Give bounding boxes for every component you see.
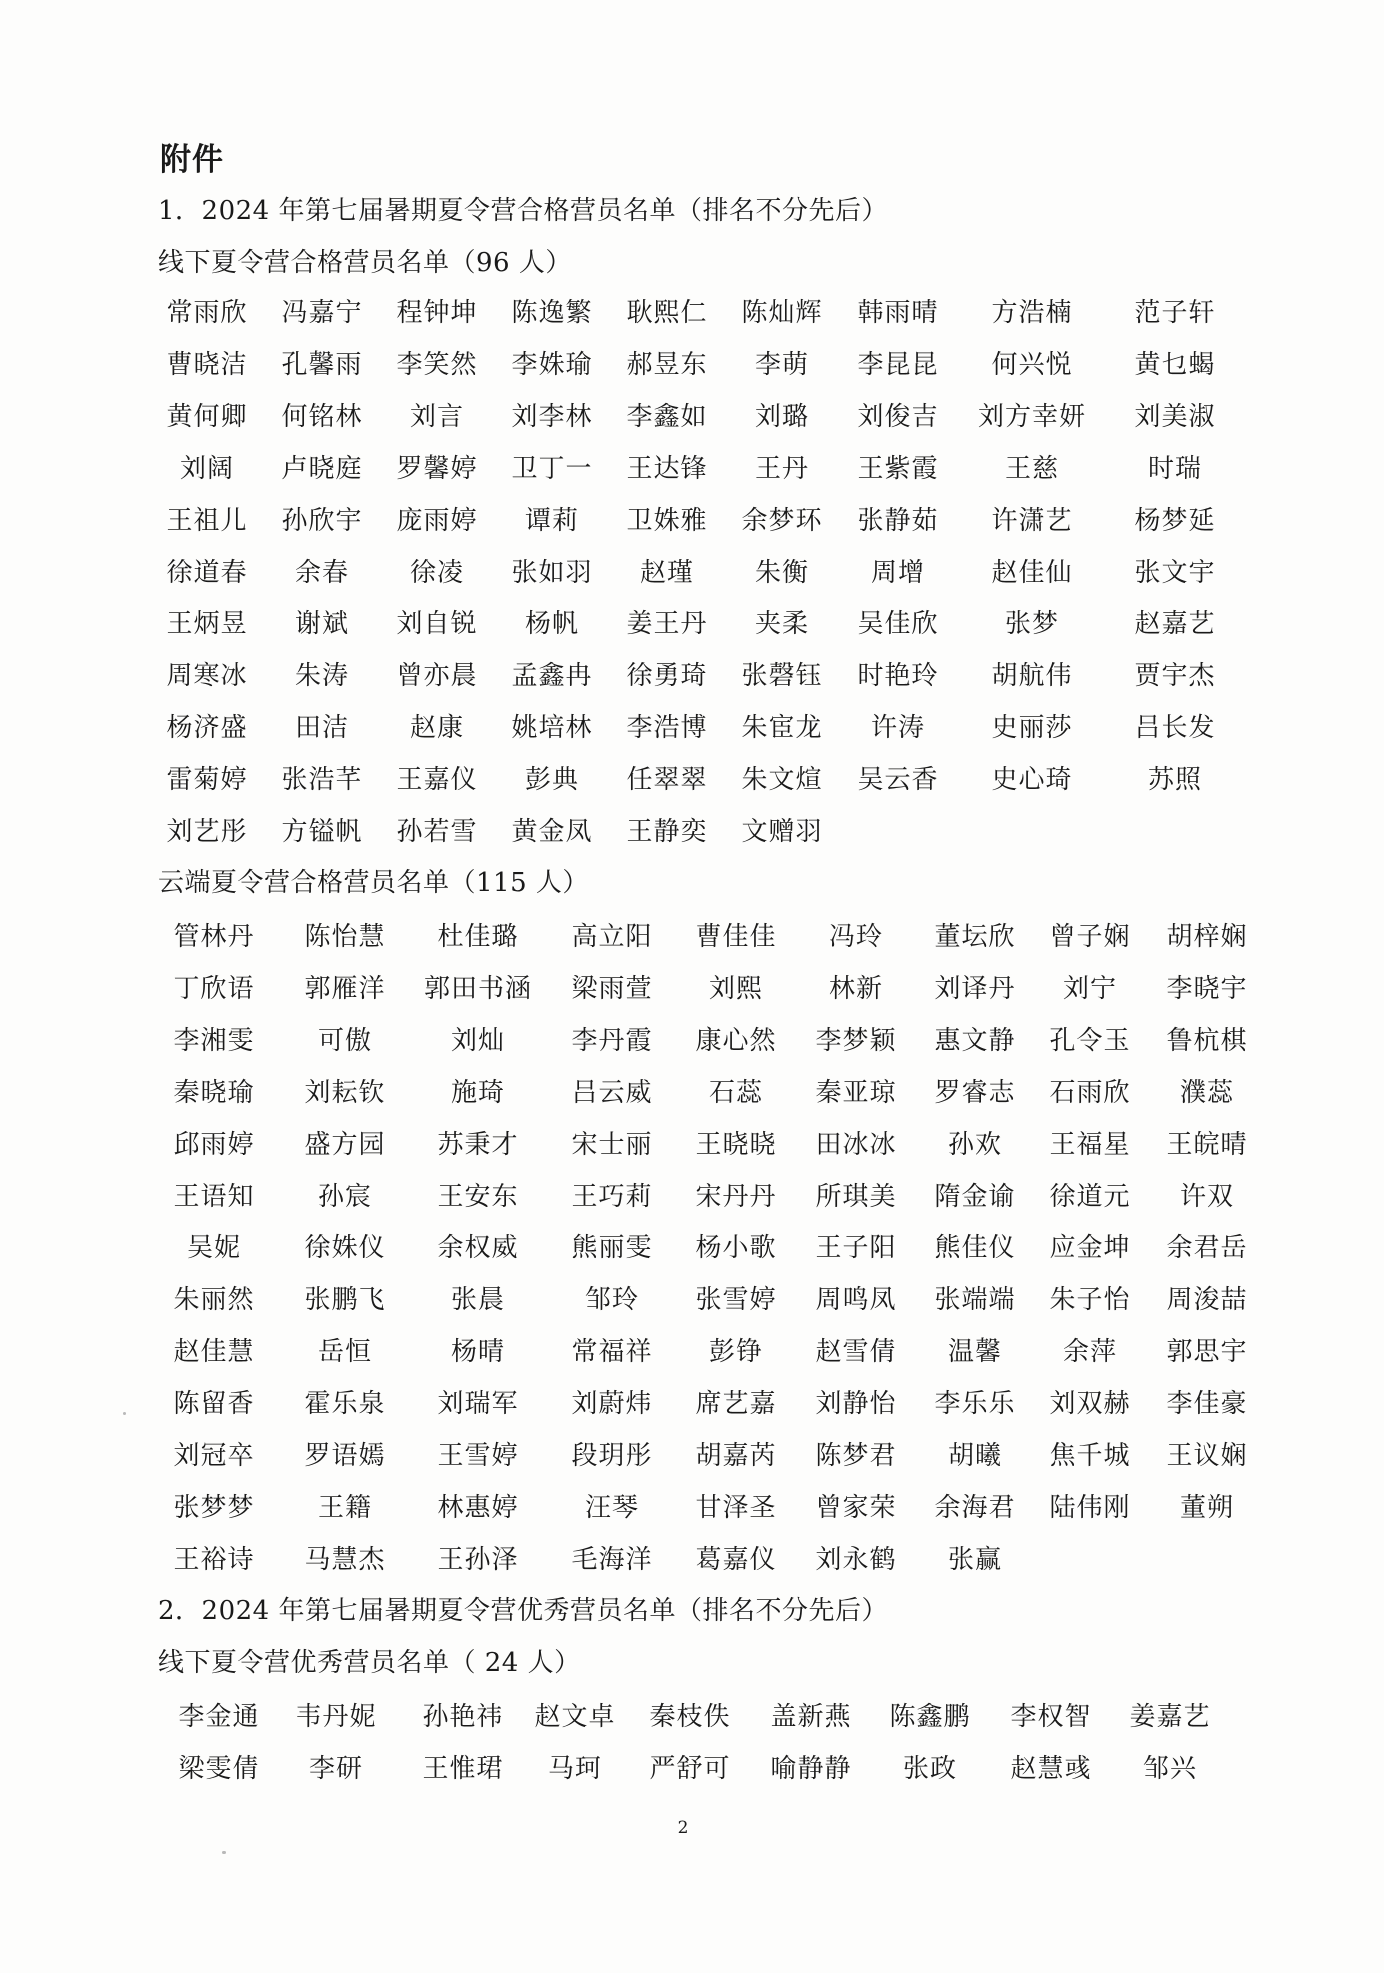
person-name: 李姝瑜 [511, 349, 593, 380]
person-name: 刘宁 [1062, 973, 1118, 1004]
person-name: 所琪美 [815, 1181, 897, 1212]
person-name: 赵嘉艺 [1134, 609, 1216, 640]
person-name: 石蕊 [708, 1077, 764, 1108]
section-2-heading: 2．2024 年第七届暑期夏令营优秀营员名单（排名不分先后） [158, 1596, 888, 1626]
person-name: 张浩芊 [281, 765, 363, 796]
attachment-title: 附件 [160, 142, 224, 178]
person-name: 刘译丹 [934, 973, 1016, 1004]
person-name: 刘李林 [511, 401, 593, 432]
person-name: 张晨 [450, 1285, 506, 1316]
person-name: 惠文静 [934, 1025, 1016, 1056]
person-name: 管林丹 [173, 922, 255, 952]
person-name: 姚培林 [511, 713, 593, 744]
person-name: 王惟珺 [422, 1753, 504, 1784]
person-name: 田洁 [294, 713, 350, 744]
person-name: 赵文卓 [534, 1702, 616, 1732]
person-name: 应金坤 [1049, 1233, 1131, 1264]
person-name: 周寒冰 [166, 661, 248, 692]
person-name: 冯玲 [828, 922, 884, 952]
person-name: 王孙泽 [437, 1544, 519, 1575]
person-name: 陈灿辉 [741, 298, 823, 328]
person-name: 曾家荣 [815, 1492, 897, 1523]
person-name: 康心然 [695, 1025, 777, 1056]
person-name: 杨晴 [450, 1337, 506, 1368]
person-name: 马慧杰 [304, 1544, 386, 1575]
online-qualified-heading: 云端夏令营合格营员名单（115 人） [158, 868, 589, 898]
person-name: 韩雨晴 [857, 298, 939, 328]
person-name: 王丹 [754, 453, 810, 484]
person-name: 石雨欣 [1049, 1077, 1131, 1108]
person-name: 夹柔 [754, 609, 810, 640]
person-name: 李萌 [754, 349, 810, 380]
person-name: 罗语嫣 [304, 1441, 386, 1471]
person-name: 刘瑞军 [437, 1389, 519, 1420]
person-name: 赵佳慧 [173, 1337, 255, 1368]
person-name: 史心琦 [991, 765, 1073, 796]
person-name: 赵瑾 [639, 557, 695, 588]
person-name: 胡曦 [947, 1441, 1003, 1471]
person-name: 徐道春 [166, 557, 248, 588]
person-name: 冯嘉宁 [281, 298, 363, 328]
scan-speck [222, 1851, 226, 1854]
person-name: 杨帆 [524, 609, 580, 640]
person-name: 刘静怡 [815, 1389, 897, 1420]
person-name: 朱丽然 [173, 1285, 255, 1316]
person-name: 张文宇 [1134, 557, 1216, 588]
person-name: 陈逸繁 [511, 298, 593, 328]
person-name: 雷菊婷 [166, 765, 248, 796]
person-name: 李丹霞 [571, 1025, 653, 1056]
person-name: 李权智 [1010, 1702, 1092, 1732]
person-name: 罗睿志 [934, 1077, 1016, 1108]
person-name: 张静茹 [857, 505, 939, 536]
person-name: 李昆昆 [857, 349, 939, 380]
person-name: 甘泽圣 [695, 1492, 777, 1523]
person-name: 陈梦君 [815, 1441, 897, 1471]
person-name: 朱子怡 [1049, 1285, 1131, 1316]
person-name: 李梦颖 [815, 1025, 897, 1056]
person-name: 董坛欣 [934, 922, 1016, 952]
person-name: 陈怡慧 [304, 922, 386, 952]
person-name: 刘俊吉 [857, 401, 939, 432]
person-name: 焦千城 [1049, 1441, 1131, 1471]
person-name: 黄何卿 [166, 401, 248, 432]
person-name: 李鑫如 [626, 401, 708, 432]
person-name: 秦晓瑜 [173, 1077, 255, 1108]
person-name: 姜嘉艺 [1129, 1702, 1211, 1732]
scan-speck [123, 1412, 126, 1415]
person-name: 杨小歌 [695, 1233, 777, 1264]
person-name: 余权威 [437, 1233, 519, 1264]
person-name: 孟鑫冉 [511, 661, 593, 692]
person-name: 余海君 [934, 1492, 1016, 1523]
person-name: 郭思宇 [1166, 1337, 1248, 1368]
person-name: 刘双赫 [1049, 1389, 1131, 1420]
person-name: 严舒可 [649, 1753, 731, 1784]
person-name: 鲁杭棋 [1166, 1025, 1248, 1056]
person-name: 谭莉 [524, 505, 580, 536]
person-name: 杨梦延 [1134, 505, 1216, 536]
person-name: 贾宇杰 [1134, 661, 1216, 692]
person-name: 王嘉仪 [396, 765, 478, 796]
person-name: 孙欣宇 [281, 505, 363, 536]
person-name: 黄金凤 [511, 817, 593, 847]
person-name: 刘自锐 [396, 609, 478, 640]
person-name: 胡航伟 [991, 661, 1073, 692]
person-name: 苏照 [1147, 765, 1203, 796]
person-name: 何兴悦 [991, 349, 1073, 380]
person-name: 杨济盛 [166, 713, 248, 744]
person-name: 宋士丽 [571, 1129, 653, 1160]
person-name: 郭田书涵 [423, 973, 533, 1004]
person-name: 许潇艺 [991, 505, 1073, 536]
person-name: 盛方园 [304, 1129, 386, 1160]
person-name: 孙若雪 [396, 817, 478, 847]
person-name: 刘璐 [754, 401, 810, 432]
person-name: 高立阳 [571, 922, 653, 952]
person-name: 田冰冰 [815, 1129, 897, 1160]
person-name: 秦亚琼 [815, 1077, 897, 1108]
person-name: 赵慧彧 [1010, 1753, 1092, 1784]
person-name: 徐姝仪 [304, 1233, 386, 1264]
person-name: 王议娴 [1166, 1441, 1248, 1471]
person-name: 许双 [1179, 1181, 1235, 1212]
person-name: 王祖儿 [166, 505, 248, 536]
person-name: 马珂 [547, 1753, 603, 1784]
offline-excellent-heading: 线下夏令营优秀营员名单（ 24 人） [158, 1648, 581, 1678]
person-name: 吴妮 [186, 1233, 242, 1264]
person-name: 隋金谕 [934, 1181, 1016, 1212]
person-name: 郝昱东 [626, 349, 708, 380]
person-name: 吕云威 [571, 1077, 653, 1108]
person-name: 邹玲 [584, 1285, 640, 1316]
person-name: 梁雯倩 [178, 1753, 260, 1784]
person-name: 庞雨婷 [396, 505, 478, 536]
person-name: 方浩楠 [991, 298, 1073, 328]
person-name: 王炳昱 [166, 609, 248, 640]
person-name: 李佳豪 [1166, 1389, 1248, 1420]
person-name: 王晓晓 [695, 1129, 777, 1160]
person-name: 徐凌 [409, 557, 465, 588]
person-name: 苏秉才 [437, 1129, 519, 1160]
person-name: 徐勇琦 [626, 661, 708, 692]
person-name: 刘灿 [450, 1025, 506, 1056]
person-name: 陈留香 [173, 1389, 255, 1420]
person-name: 席艺嘉 [695, 1389, 777, 1420]
person-name: 王达锋 [626, 453, 708, 484]
person-name: 王籍 [317, 1492, 373, 1523]
person-name: 彭铮 [708, 1337, 764, 1368]
person-name: 李乐乐 [934, 1389, 1016, 1420]
person-name: 张雪婷 [695, 1285, 777, 1316]
person-name: 曾子娴 [1049, 922, 1131, 952]
person-name: 刘蔚炜 [571, 1389, 653, 1420]
person-name: 杜佳璐 [437, 922, 519, 952]
person-name: 岳恒 [317, 1337, 373, 1368]
person-name: 刘方幸妍 [977, 401, 1087, 432]
section-1-heading: 1．2024 年第七届暑期夏令营合格营员名单（排名不分先后） [158, 196, 888, 226]
person-name: 葛嘉仪 [695, 1544, 777, 1575]
person-name: 王语知 [173, 1181, 255, 1212]
person-name: 刘艺彤 [166, 817, 248, 847]
person-name: 史丽莎 [991, 713, 1073, 744]
person-name: 张磬钰 [741, 661, 823, 692]
person-name: 邹兴 [1142, 1753, 1198, 1784]
person-name: 孙宸 [317, 1181, 373, 1212]
person-name: 宋丹丹 [695, 1181, 777, 1212]
person-name: 范子轩 [1134, 298, 1216, 328]
person-name: 胡梓娴 [1166, 922, 1248, 952]
person-name: 常福祥 [571, 1337, 653, 1368]
person-name: 王紫霞 [857, 453, 939, 484]
person-name: 姜王丹 [626, 609, 708, 640]
person-name: 喻静静 [770, 1753, 852, 1784]
person-name: 刘阔 [179, 453, 235, 484]
person-name: 余梦环 [741, 505, 823, 536]
person-name: 张梦梦 [173, 1492, 255, 1523]
person-name: 卢晓庭 [281, 453, 363, 484]
person-name: 吕长发 [1134, 713, 1216, 744]
person-name: 霍乐泉 [304, 1389, 386, 1420]
person-name: 常雨欣 [166, 298, 248, 328]
person-name: 温馨 [947, 1337, 1003, 1368]
person-name: 李研 [308, 1753, 364, 1784]
person-name: 孔馨雨 [281, 349, 363, 380]
person-name: 赵康 [409, 713, 465, 744]
person-name: 李湘雯 [173, 1025, 255, 1056]
person-name: 王静奕 [626, 817, 708, 847]
page-number: 2 [677, 1818, 689, 1838]
person-name: 赵雪倩 [815, 1337, 897, 1368]
person-name: 濮蕊 [1179, 1077, 1235, 1108]
person-name: 王安东 [437, 1181, 519, 1212]
person-name: 曾亦晨 [396, 661, 478, 692]
person-name: 刘美淑 [1134, 401, 1216, 432]
person-name: 李浩博 [626, 713, 708, 744]
person-name: 秦枝佚 [649, 1702, 731, 1732]
person-name: 徐道元 [1049, 1181, 1131, 1212]
person-name: 李金通 [178, 1702, 260, 1732]
person-name: 朱涛 [294, 661, 350, 692]
person-name: 何铭林 [281, 401, 363, 432]
person-name: 刘冠卒 [173, 1441, 255, 1471]
person-name: 许涛 [870, 713, 926, 744]
person-name: 文赠羽 [741, 817, 823, 847]
person-name: 王慈 [1004, 453, 1060, 484]
person-name: 程钟坤 [396, 298, 478, 328]
person-name: 黄乜蝎 [1134, 349, 1216, 380]
person-name: 谢斌 [294, 609, 350, 640]
person-name: 刘熙 [708, 973, 764, 1004]
person-name: 刘耘钦 [304, 1077, 386, 1108]
person-name: 王裕诗 [173, 1544, 255, 1575]
person-name: 张赢 [947, 1544, 1003, 1575]
person-name: 汪琴 [584, 1492, 640, 1523]
person-name: 毛海洋 [571, 1544, 653, 1575]
person-name: 段玥彤 [571, 1441, 653, 1471]
person-name: 朱宦龙 [741, 713, 823, 744]
person-name: 时瑞 [1147, 453, 1203, 484]
person-name: 曹晓洁 [166, 349, 248, 380]
person-name: 赵佳仙 [991, 557, 1073, 588]
person-name: 余萍 [1062, 1337, 1118, 1368]
person-name: 陆伟刚 [1049, 1492, 1131, 1523]
person-name: 吴佳欣 [857, 609, 939, 640]
person-name: 周增 [870, 557, 926, 588]
person-name: 朱衡 [754, 557, 810, 588]
person-name: 盖新燕 [770, 1702, 852, 1732]
person-name: 张端端 [934, 1285, 1016, 1316]
person-name: 余春 [294, 557, 350, 588]
person-name: 方镒帆 [281, 817, 363, 847]
person-name: 韦丹妮 [295, 1702, 377, 1732]
person-name: 卫丁一 [511, 453, 593, 484]
person-name: 梁雨萱 [571, 973, 653, 1004]
person-name: 耿熙仁 [626, 298, 708, 328]
person-name: 任翠翠 [626, 765, 708, 796]
person-name: 张梦 [1004, 609, 1060, 640]
offline-qualified-heading: 线下夏令营合格营员名单（96 人） [158, 248, 572, 278]
person-name: 李晓宇 [1166, 973, 1248, 1004]
person-name: 朱文煊 [741, 765, 823, 796]
person-name: 丁欣语 [173, 973, 255, 1004]
person-name: 孙欢 [947, 1129, 1003, 1160]
person-name: 时艳玲 [857, 661, 939, 692]
person-name: 李笑然 [396, 349, 478, 380]
person-name: 余君岳 [1166, 1233, 1248, 1264]
person-name: 熊丽雯 [571, 1233, 653, 1264]
person-name: 林惠婷 [437, 1492, 519, 1523]
person-name: 孔令玉 [1049, 1025, 1131, 1056]
person-name: 刘言 [409, 401, 465, 432]
person-name: 王雪婷 [437, 1441, 519, 1471]
person-name: 王巧莉 [571, 1181, 653, 1212]
person-name: 林新 [828, 973, 884, 1004]
person-name: 刘永鹤 [815, 1544, 897, 1575]
person-name: 胡嘉芮 [695, 1441, 777, 1471]
person-name: 罗馨婷 [396, 453, 478, 484]
person-name: 曹佳佳 [695, 922, 777, 952]
person-name: 王皖晴 [1166, 1129, 1248, 1160]
person-name: 邱雨婷 [173, 1129, 255, 1160]
person-name: 董朔 [1179, 1492, 1235, 1523]
person-name: 王福星 [1049, 1129, 1131, 1160]
person-name: 郭雁洋 [304, 973, 386, 1004]
person-name: 施琦 [450, 1077, 506, 1108]
person-name: 周鸣凤 [815, 1285, 897, 1316]
person-name: 彭典 [524, 765, 580, 796]
person-name: 陈鑫鹏 [889, 1702, 971, 1732]
person-name: 张如羽 [511, 557, 593, 588]
person-name: 卫姝雅 [626, 505, 708, 536]
person-name: 孙艳祎 [422, 1702, 504, 1732]
person-name: 周浚喆 [1166, 1285, 1248, 1316]
person-name: 王子阳 [815, 1233, 897, 1264]
person-name: 熊佳仪 [934, 1233, 1016, 1264]
person-name: 张政 [902, 1753, 958, 1784]
person-name: 吴云香 [857, 765, 939, 796]
person-name: 可傲 [317, 1025, 373, 1056]
person-name: 张鹏飞 [304, 1285, 386, 1316]
